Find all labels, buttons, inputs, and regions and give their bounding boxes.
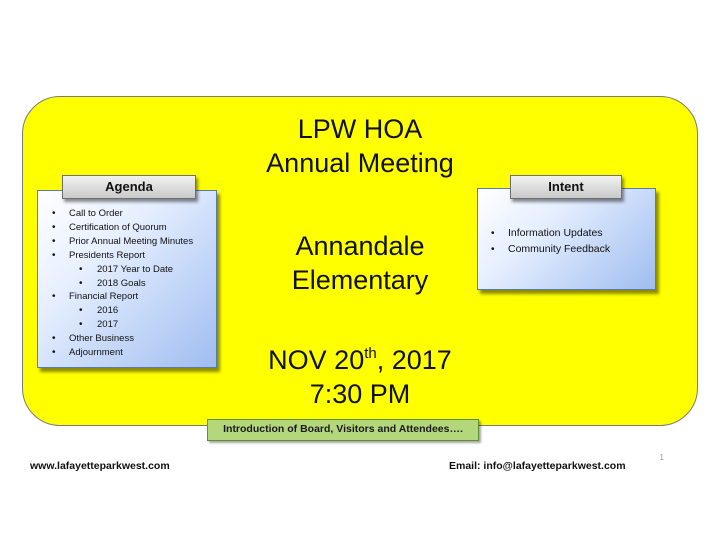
- intent-item: • Community Feedback: [490, 242, 654, 258]
- footer-email: Email: info@lafayetteparkwest.com: [449, 460, 626, 472]
- intent-header: Intent: [510, 175, 622, 199]
- agenda-item: • 2018 Goals: [51, 277, 219, 291]
- meeting-title: [220, 112, 500, 180]
- agenda-item: • Call to Order: [51, 207, 219, 221]
- meeting-location: [220, 229, 500, 297]
- location-line-2: Elementary: [291, 265, 429, 295]
- agenda-item: • Presidents Report: [51, 249, 219, 263]
- footer-website: www.lafayetteparkwest.com: [30, 460, 170, 472]
- date-year: , 2017: [376, 345, 452, 375]
- location-line-1: Annandale: [295, 231, 425, 261]
- agenda-item: • 2016: [51, 304, 219, 318]
- date-main: NOV 20: [268, 345, 365, 375]
- intro-banner: Introduction of Board, Visitors and Attendees….: [207, 419, 479, 441]
- agenda-item: • Financial Report: [51, 290, 219, 304]
- title-line-2: Annual Meeting: [266, 148, 454, 178]
- agenda-list: [51, 207, 219, 360]
- agenda-item: • 2017 Year to Date: [51, 263, 219, 277]
- intent-list: [490, 226, 654, 257]
- intent-item: • Information Updates: [490, 226, 654, 242]
- agenda-header: Agenda: [62, 175, 196, 199]
- meeting-date: [220, 343, 500, 377]
- agenda-item: • Certification of Quorum: [51, 221, 219, 235]
- meeting-time: 7:30 PM: [309, 379, 411, 409]
- agenda-item: • Prior Annual Meeting Minutes: [51, 235, 219, 249]
- agenda-item: • Other Business: [51, 332, 219, 346]
- meeting-datetime: [220, 343, 500, 411]
- agenda-item: • 2017: [51, 318, 219, 332]
- page-number: 1: [659, 453, 664, 462]
- agenda-item: • Adjournment: [51, 346, 219, 360]
- title-line-1: LPW HOA: [297, 114, 423, 144]
- date-suffix: th: [364, 345, 377, 362]
